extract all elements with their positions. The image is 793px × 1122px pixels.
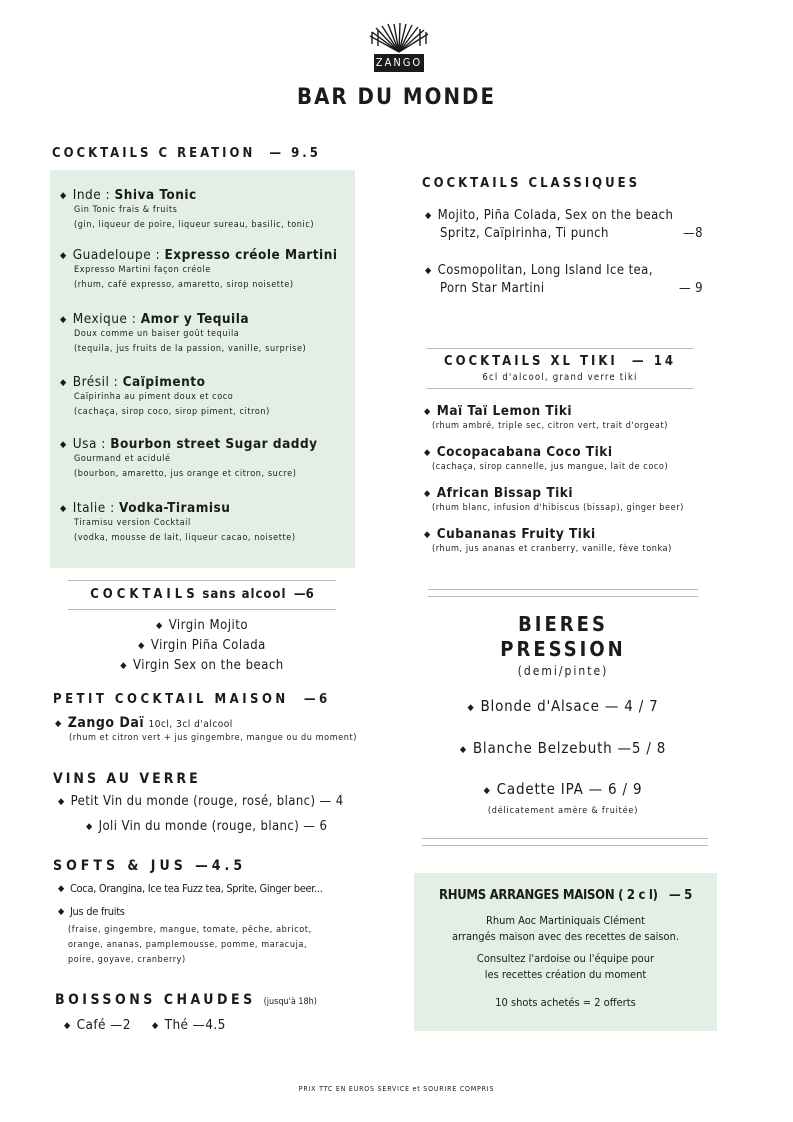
divider <box>428 596 698 597</box>
petit-cocktail-heading: PETIT COCKTAIL MAISON —6 <box>53 692 331 707</box>
sans-alcool-list: ◆ Virgin Mojito ◆ Virgin Piña Colada ◆ Virgin Sex on the beach <box>120 618 284 673</box>
ipa-note: (délicatement amère & fruitée) <box>487 806 639 816</box>
creation-item: ◆ Inde : Shiva Tonic Gin Tonic frais & fruits (gin, liqueur de poire, liqueur sureau, basilic, tonic) <box>60 187 315 230</box>
logo-text: ZANGO <box>375 56 423 69</box>
rhums-text: les recettes création du moment <box>484 968 647 981</box>
classique-item: ◆ Mojito, Piña Colada, Sex on the beach Spritz, Caïpirinha, Ti punch —8 <box>425 208 703 241</box>
creation-item: ◆ Italie : Vodka-Tiramisu Tiramisu version Cocktail (vodka, mousse de lait, liqueur cacao, noisette) <box>60 500 296 543</box>
bieres-heading: BIERES <box>518 612 608 636</box>
beer-item: ◆ Blanche Belzebuth —5 / 8 <box>459 739 667 757</box>
footer-note: PRIX TTC EN EUROS SERVICE et SOURIRE COMPRIS <box>298 1085 495 1093</box>
divider <box>422 845 708 846</box>
creation-item: ◆ Usa : Bourbon street Sugar daddy Gourmand et acidulé (bourbon, amaretto, jus orange et citron, sucre) <box>60 436 318 479</box>
page-title: BAR DU MONDE <box>297 85 496 110</box>
beer-item: ◆ Cadette IPA — 6 / 9 <box>483 780 643 798</box>
cocktails-tiki-heading: COCKTAILS XL TIKI — 14 <box>444 354 676 369</box>
divider <box>68 580 336 581</box>
fruits-list: (fraise, gingembre, mangue, tomate, pêche, abricot, orange, ananas, pamplemousse, pomme, maracuja, poire, goyave, cranberry) <box>68 925 312 965</box>
beer-item: ◆ Blonde d'Alsace — 4 / 7 <box>467 697 659 715</box>
pression-heading: PRESSION <box>500 637 626 661</box>
creation-item: ◆ Guadeloupe : Expresso créole Martini Expresso Martini façon créole (rhum, café expresso, amaretto, sirop noisette) <box>60 247 338 290</box>
divider <box>422 838 708 839</box>
softs-item: ◆ Coca, Orangina, Ice tea Fuzz tea, Sprite, Ginger beer... <box>58 882 323 895</box>
cocktails-creation-heading: COCKTAILS C REATION — 9.5 <box>52 146 321 161</box>
rhums-box <box>414 873 717 1031</box>
tiki-item: ◆ African Bissap Tiki (rhum blanc, infusion d'hibiscus (bissap), ginger beer) <box>424 485 684 513</box>
softs-heading: SOFTS & JUS —4.5 <box>53 858 247 874</box>
vin-item: ◆ Petit Vin du monde (rouge, rosé, blanc) — 4 <box>58 794 344 809</box>
jus-item: ◆ Jus de fruits <box>58 905 125 918</box>
sans-alcool-heading: COCKTAILS sans alcool —6 <box>90 587 314 602</box>
divider <box>426 388 694 389</box>
vins-heading: VINS AU VERRE <box>53 771 201 787</box>
tiki-item: ◆ Cubananas Fruity Tiki (rhum, jus ananas et cranberry, vanille, fève tonka) <box>424 526 672 554</box>
tiki-item: ◆ Cocopacabana Coco Tiki (cachaça, sirop cannelle, jus mangue, lait de coco) <box>424 444 669 472</box>
bieres-sub: (demi/pinte) <box>517 664 609 678</box>
petit-cocktail-item: ◆ Zango Daï 10cl, 3cl d'alcool (rhum et citron vert + jus gingembre, mangue ou du moment) <box>55 715 358 743</box>
rhums-heading: RHUMS ARRANGES MAISON ( 2 c l) — 5 <box>439 888 692 903</box>
vin-item: ◆ Joli Vin du monde (rouge, blanc) — 6 <box>86 819 328 834</box>
zango-logo <box>366 22 432 74</box>
cafe-item: ◆ Café —2 <box>64 1017 131 1033</box>
cocktails-classiques-heading: COCKTAILS CLASSIQUES <box>422 176 641 191</box>
divider <box>68 609 336 610</box>
the-item: ◆ Thé —4.5 <box>152 1017 226 1033</box>
tiki-subheading: 6cl d'alcool, grand verre tiki <box>482 372 638 383</box>
tiki-item: ◆ Maï Taï Lemon Tiki (rhum ambré, triple sec, citron vert, trait d'orgeat) <box>424 403 669 431</box>
rhums-offer: 10 shots achetés = 2 offerts <box>495 996 636 1009</box>
rhums-text: Rhum Aoc Martiniquais Clément <box>485 914 646 927</box>
rhums-text: arrangés maison avec des recettes de saison. <box>451 930 680 943</box>
chaudes-heading: BOISSONS CHAUDES (jusqu'à 18h) <box>55 992 317 1008</box>
creation-item: ◆ Brésil : Caïpimento Caïpirinha au piment doux et coco (cachaça, sirop coco, sirop piment, citron) <box>60 374 270 417</box>
classique-item: ◆ Cosmopolitan, Long Island Ice tea, Porn Star Martini — 9 <box>425 263 703 296</box>
divider <box>428 589 698 590</box>
rhums-text: Consultez l'ardoise ou l'équipe pour <box>476 952 655 965</box>
creation-item: ◆ Mexique : Amor y Tequila Doux comme un baiser goût tequila (tequila, jus fruits de la passion, vanille, surprise) <box>60 311 307 354</box>
divider <box>426 348 694 349</box>
